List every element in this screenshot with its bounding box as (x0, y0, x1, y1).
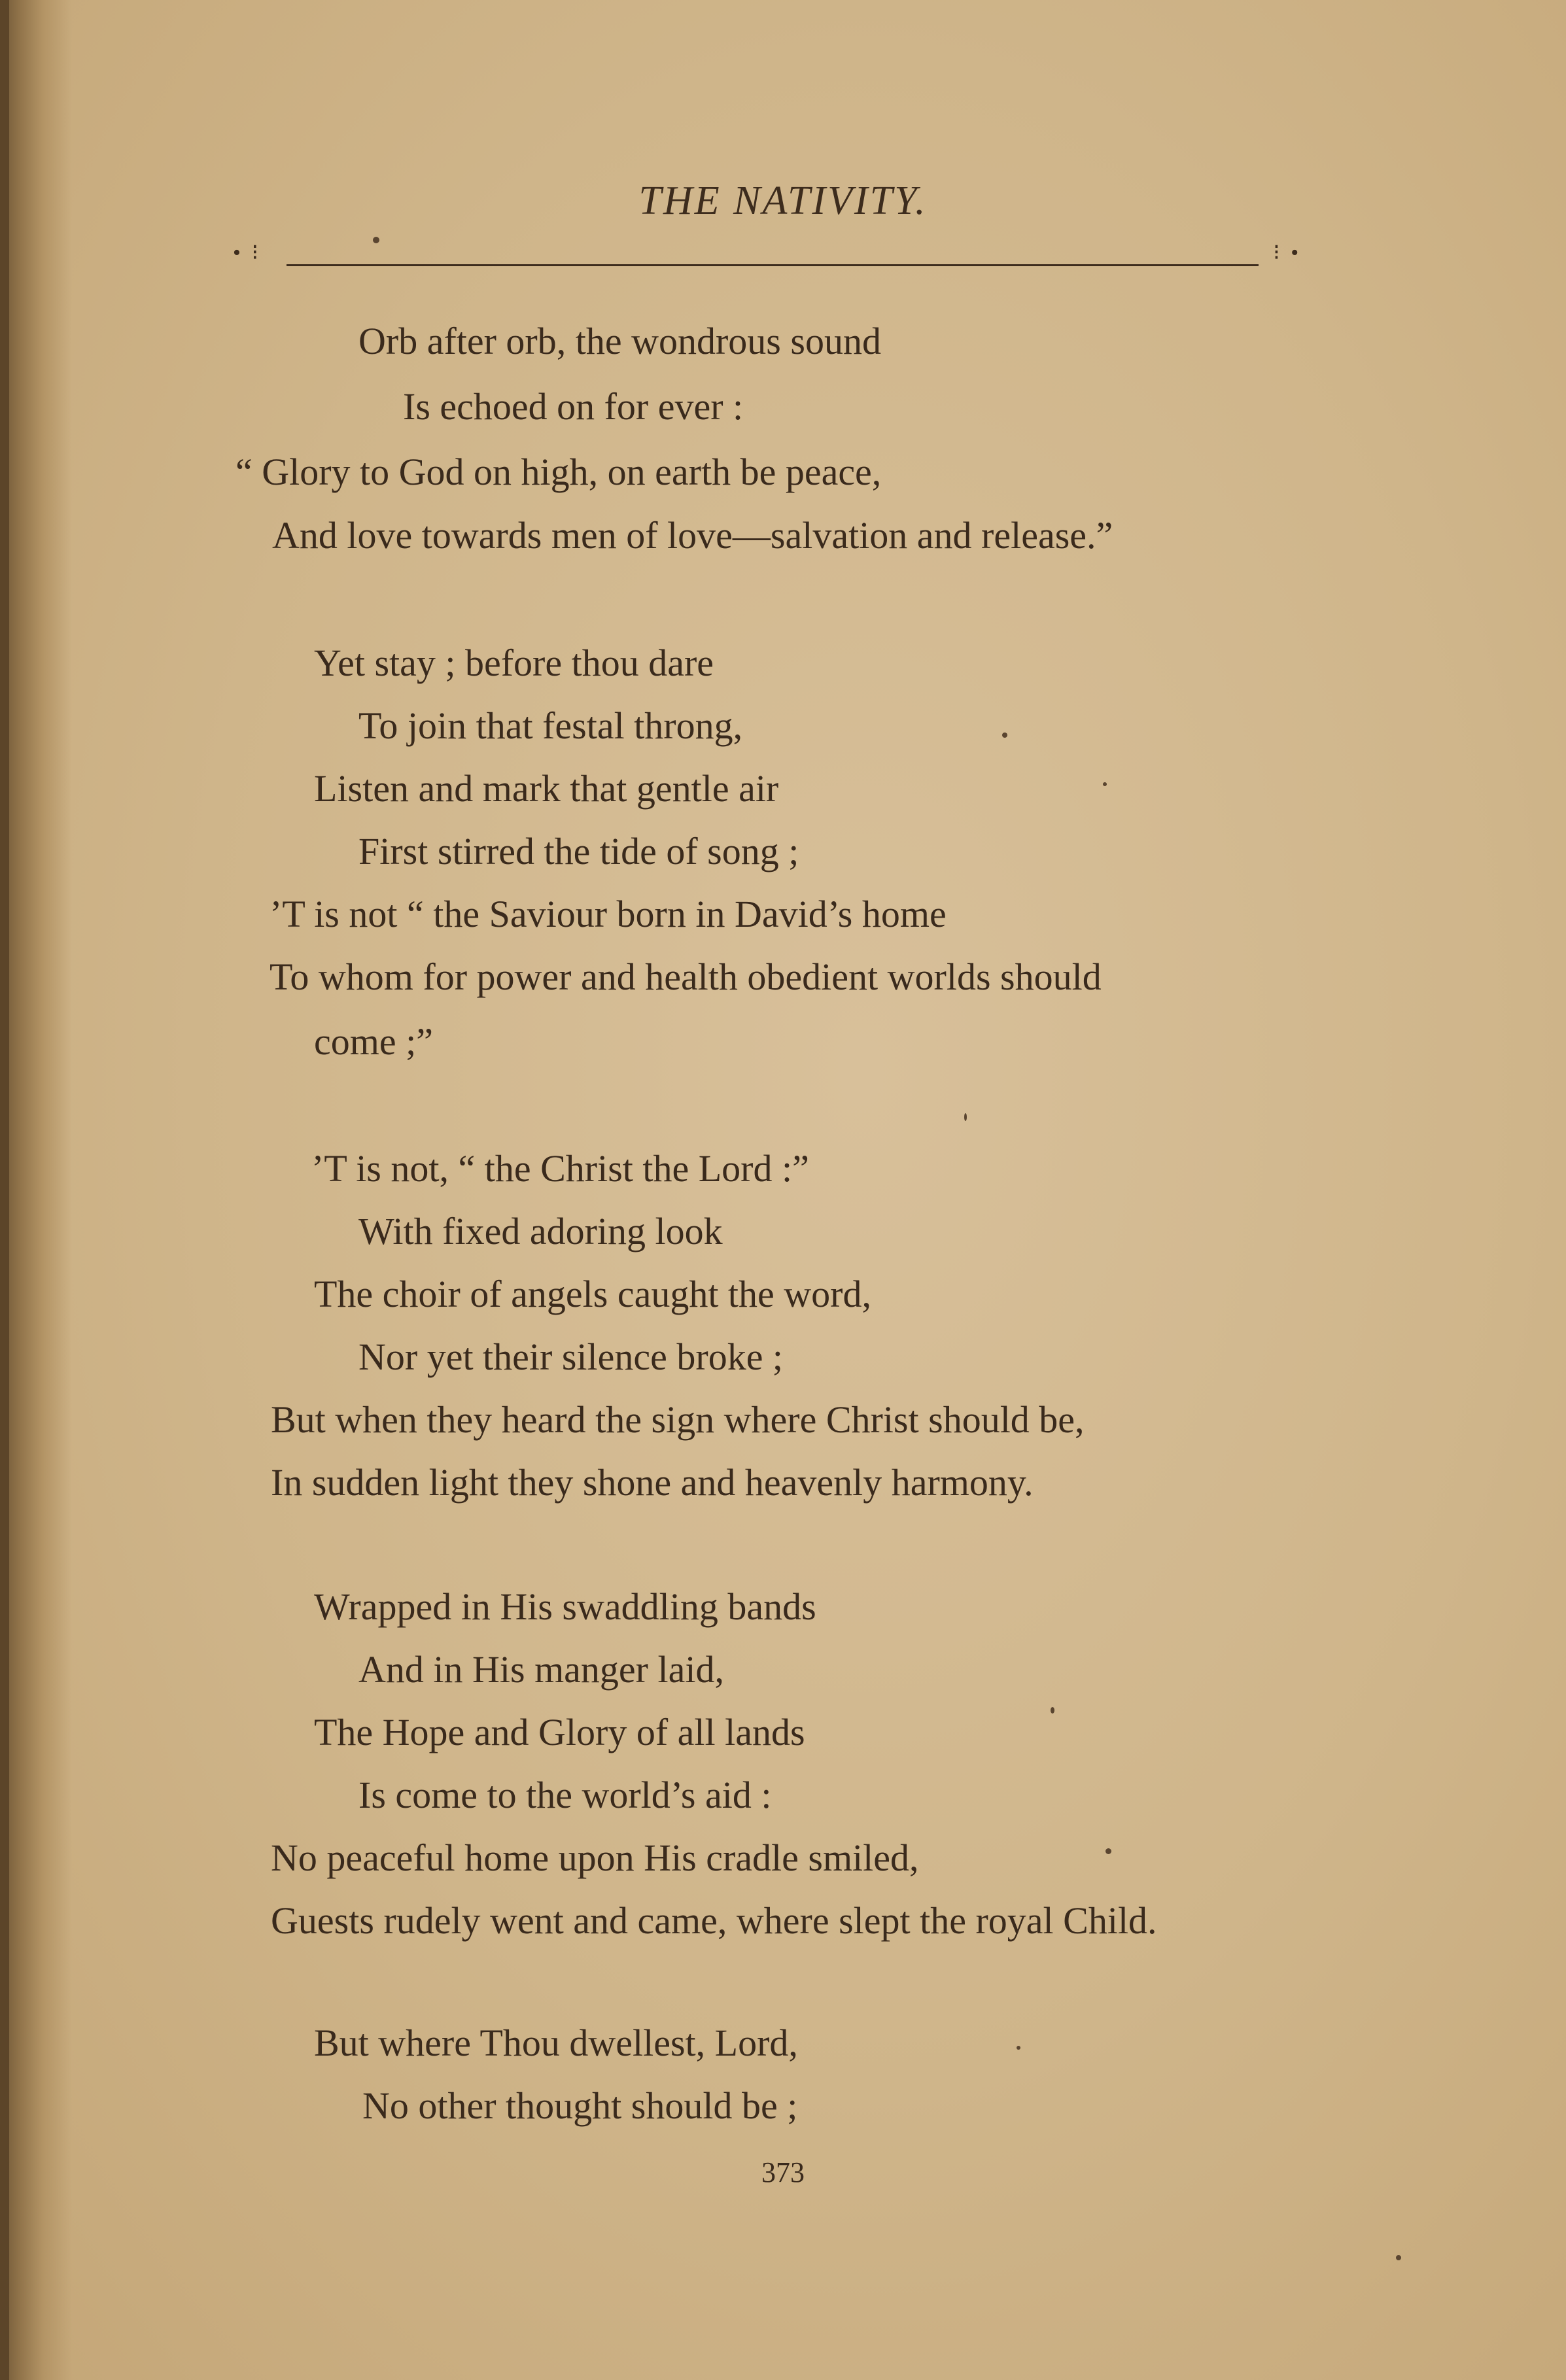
poem-line: But when they heard the sign where Christ should be, (271, 1398, 1085, 1441)
poem-line: With fixed adoring look (358, 1210, 723, 1252)
paper-speck (1103, 782, 1107, 786)
poem-line: No other thought should be ; (362, 2084, 798, 2127)
poem-line: Listen and mark that gentle air (314, 767, 779, 810)
poem-line: Is come to the world’s aid : (358, 1774, 772, 1816)
poem-line: “ Glory to God on high, on earth be peace, (235, 451, 882, 493)
poem-line: The Hope and Glory of all lands (314, 1711, 805, 1753)
binding-edge (0, 0, 9, 2380)
running-title: THE NATIVITY. (638, 179, 928, 223)
paper-speck (1396, 2255, 1401, 2260)
page-gutter-shadow (0, 0, 72, 2380)
paper-speck (1051, 1707, 1054, 1714)
paper-speck (964, 1113, 967, 1121)
poem-line: And in His manger laid, (358, 1648, 724, 1691)
poem-line: And love towards men of love—salvation and release.” (272, 514, 1113, 557)
poem-line: To join that festal throng, (358, 704, 743, 747)
poem-line: No peaceful home upon His cradle smiled, (271, 1837, 919, 1879)
poem-line: Nor yet their silence broke ; (358, 1336, 784, 1378)
poem-line: But where Thou dwellest, Lord, (314, 2022, 798, 2064)
poem-line: Wrapped in His swaddling bands (314, 1585, 816, 1628)
poem-line: Is echoed on for ever : (403, 385, 744, 428)
poem-line: First stirred the tide of song ; (358, 830, 799, 872)
header-rule (287, 264, 1259, 266)
poem-line: Guests rudely went and came, where slept the royal Child. (271, 1899, 1157, 1942)
poem-line: Yet stay ; before thou dare (314, 642, 714, 684)
paper-speck (1105, 1848, 1111, 1854)
paper-speck (1017, 2046, 1020, 2050)
poem-line: The choir of angels caught the word, (314, 1273, 871, 1315)
paper-speck (373, 237, 379, 243)
ornament-left-icon: • ⁝ (233, 241, 262, 265)
ornament-right-icon: ⁝ • (1273, 241, 1302, 265)
paper-speck (1002, 733, 1007, 738)
poem-line: In sudden light they shone and heavenly harmony. (271, 1461, 1034, 1504)
page-number: 373 (761, 2156, 805, 2188)
poem-line: come ;” (314, 1020, 433, 1063)
poem-line: To whom for power and health obedient worlds should (270, 956, 1102, 998)
poem-line: ’T is not, “ the Christ the Lord :” (311, 1147, 809, 1190)
poem-line: Orb after orb, the wondrous sound (358, 320, 881, 362)
poem-line: ’T is not “ the Saviour born in David’s home (270, 893, 947, 935)
